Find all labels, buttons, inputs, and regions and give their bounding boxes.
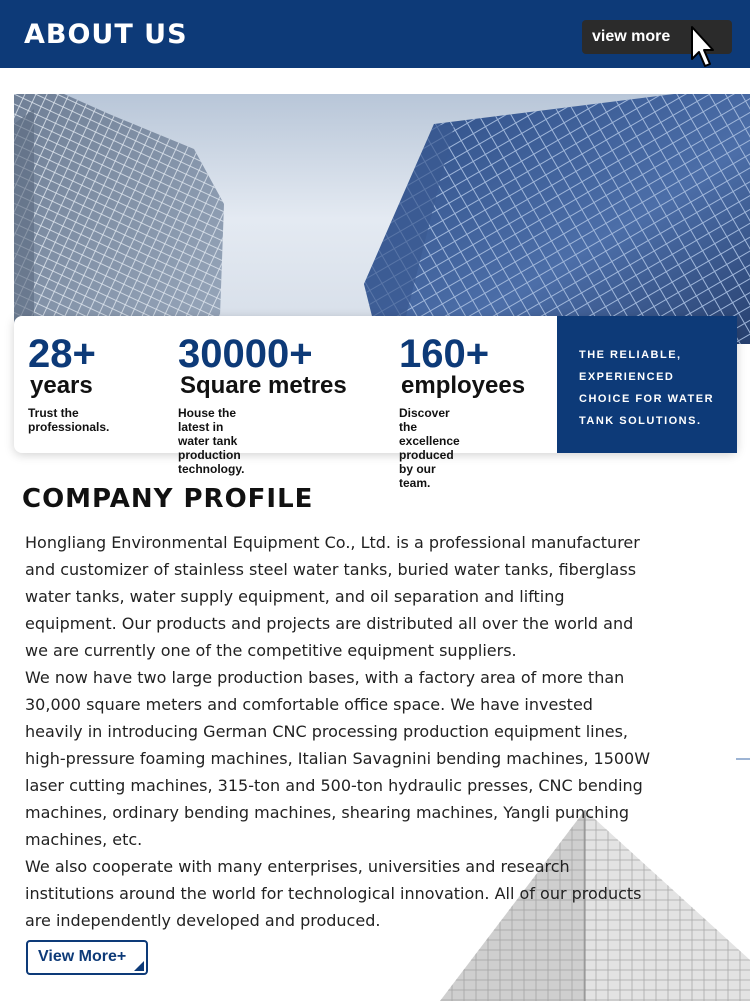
- profile-paragraph: Hongliang Environmental Equipment Co., Ltd. is a professional manufacturer and customizer of stainless steel water tanks, buried water tanks, fiberglass water tanks, water supply equipment, and oil separation and lifting equipment. Our products and projects are distributed all over the world and we are currently one of the competitive equipment suppliers.: [25, 533, 640, 660]
- hero-skyscraper-image: [14, 94, 750, 344]
- stat-description: Trust the professionals.: [28, 406, 110, 434]
- skyscraper-illustration: [14, 94, 750, 344]
- profile-paragraph: We also cooperate with many enterprises, universities and research institutions around the world for technological innovation. All of our products are independently developed and produced.: [25, 857, 642, 930]
- stat-description: House the latest in water tank production technology.: [178, 406, 245, 476]
- button-corner-icon: [134, 961, 144, 971]
- tagline-panel: [557, 316, 737, 453]
- stat-number: 30000+: [178, 332, 313, 376]
- stat-number: 160+: [399, 332, 490, 376]
- company-profile-title: COMPANY PROFILE: [22, 484, 314, 514]
- view-more-plus-button[interactable]: [26, 940, 148, 975]
- company-profile-text: [25, 529, 655, 934]
- stats-card: [14, 316, 737, 490]
- stat-unit: years: [30, 372, 93, 399]
- profile-paragraph: We now have two large production bases, with a factory area of more than 30,000 square meters and comfortable office space. We have invested heavily in introducing German CNC processing production equipment lines, high-pressure foaming machines, Italian Savagnini bending machines, 1500W laser cutting machines, 315-ton and 500-ton hydraulic presses, CNC bending machines, ordinary bending machines, shearing machines, Yangli punching machines, etc.: [25, 668, 651, 849]
- tagline-text: THE RELIABLE, EXPERIENCED CHOICE FOR WATER TANK SOLUTIONS.: [579, 349, 715, 427]
- about-header-bar: [0, 0, 750, 68]
- stat-unit: Square metres: [180, 372, 347, 399]
- stat-unit: employees: [401, 372, 526, 399]
- view-more-button[interactable]: [582, 20, 732, 54]
- view-more-plus-label: View More+: [38, 948, 127, 965]
- about-us-title: ABOUT US: [24, 19, 188, 50]
- cursor-arrow-icon: [690, 25, 716, 69]
- view-more-label: view more: [592, 28, 671, 45]
- stat-number: 28+: [28, 332, 96, 376]
- decorative-line: [736, 758, 750, 760]
- stat-description: Discover the excellence produced by our team.: [399, 406, 460, 490]
